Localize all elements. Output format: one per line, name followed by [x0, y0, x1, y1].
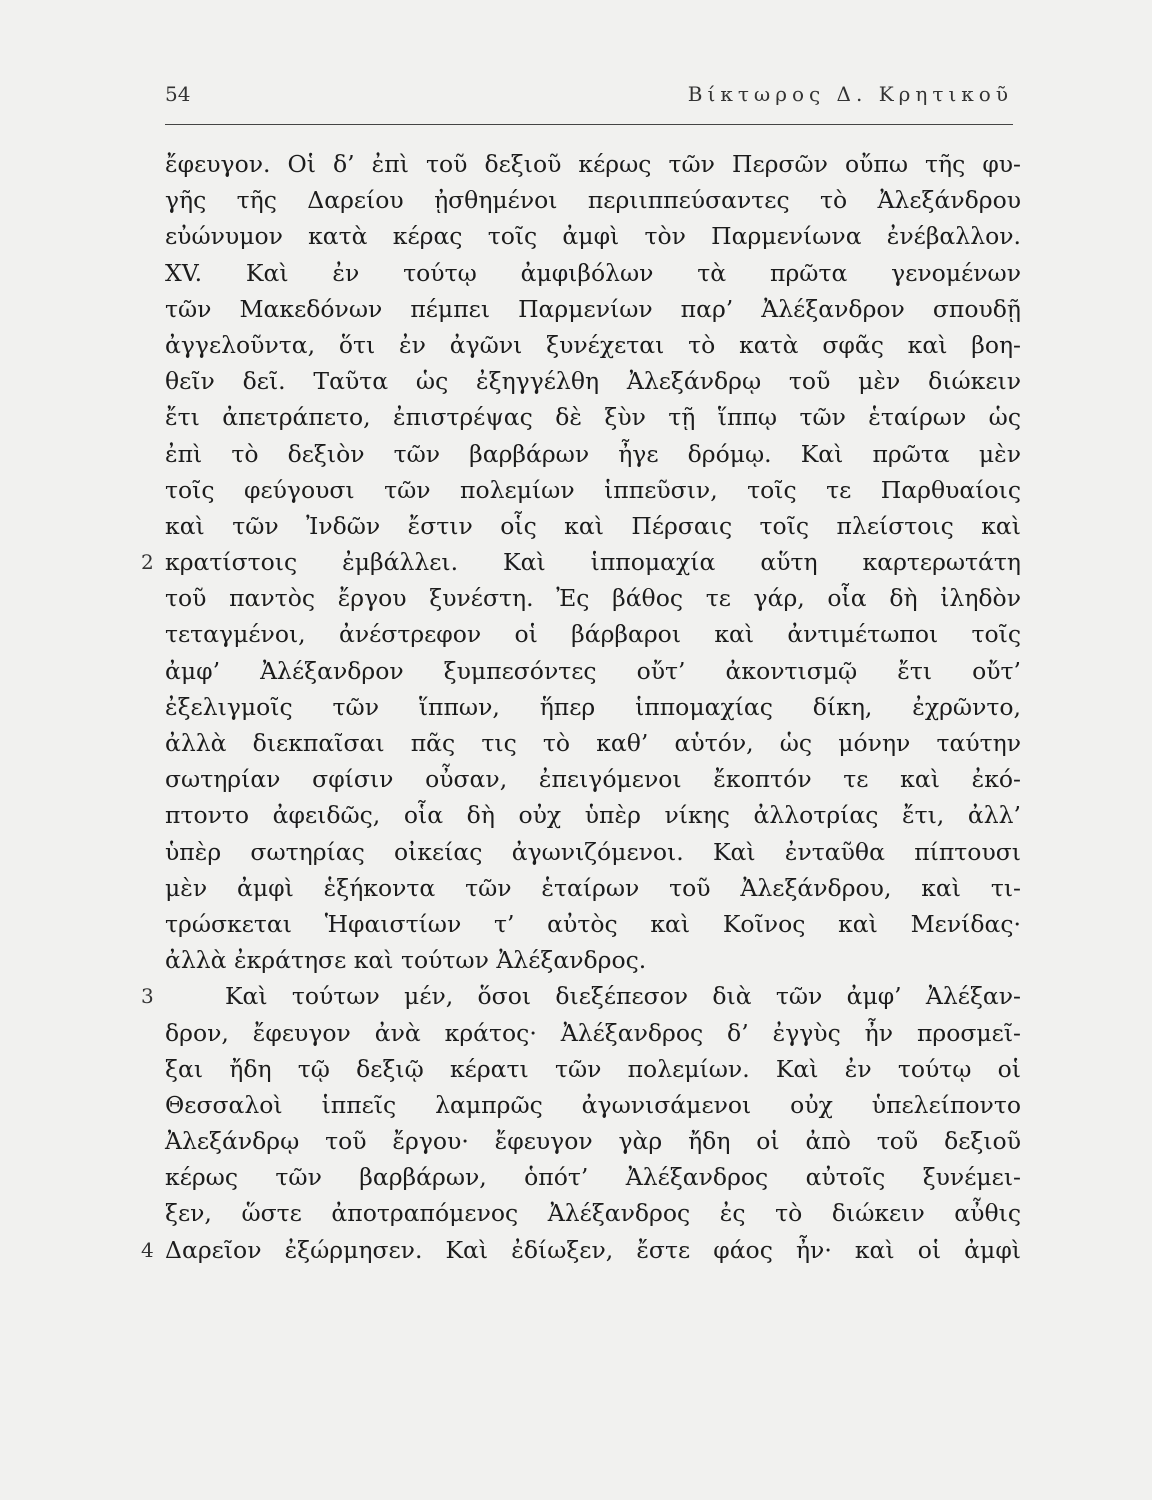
text-line	[141, 1232, 1021, 1268]
text-line	[165, 1015, 1021, 1051]
line-text: XV. Καὶ ἐν τούτῳ ἀμφιβόλων τὰ πρῶτα γενομένων	[165, 258, 1021, 287]
line-text: ἔφευγον. Οἱ δ’ ἐπὶ τοῦ δεξιοῦ κέρως τῶν Περσῶν οὔπω τῆς φυ-	[165, 150, 1021, 178]
text-line	[165, 182, 1021, 218]
line-text: Θεσσαλοὶ ἱππεῖς λαμπρῶς ἀγωνισάμενοι οὐχ ὑπελείποντο	[165, 1090, 1021, 1119]
text-line	[165, 1051, 1021, 1087]
line-text: ἀγγελοῦντα, ὅτι ἐν ἀγῶνι ξυνέχεται τὸ κατὰ σφᾶς καὶ βοη-	[165, 330, 1021, 359]
text-line	[165, 218, 1021, 254]
line-text: εὐώνυμον κατὰ κέρας τοῖς ἀμφὶ τὸν Παρμενίωνα ἐνέβαλλον.	[165, 222, 1021, 251]
page-number: 54	[165, 82, 191, 106]
text-line	[165, 834, 1021, 870]
line-text: ἀλλὰ διεκπαῖσαι πᾶς τις τὸ καθ’ αὑτόν, ὡς μόνην ταύτην	[165, 729, 1021, 757]
text-line	[165, 616, 1021, 652]
line-text: γῆς τῆς Δαρείου ᾐσθημένοι περιιππεύσαντες τὸ Ἀλεξάνδρου	[165, 186, 1021, 215]
text-line	[165, 399, 1021, 435]
section-number: 3	[141, 984, 154, 1009]
line-text: καὶ τῶν Ἰνδῶν ἔστιν οἷς καὶ Πέρσαις τοῖς πλείστοις καὶ	[165, 511, 1021, 540]
line-text: Καὶ τούτων μέν, ὅσοι διεξέπεσον διὰ τῶν ἀμφ’ Ἀλέξαν-	[225, 982, 1021, 1011]
text-line	[165, 761, 1021, 797]
line-text: ἀμφ’ Ἀλέξανδρον ξυμπεσόντες οὔτ’ ἀκοντισμῷ ἔτι οὔτ’	[165, 656, 1021, 685]
line-text: Ἀλεξάνδρῳ τοῦ ἔργου· ἔφευγον γὰρ ἤδη οἱ ἀπὸ τοῦ δεξιοῦ	[165, 1127, 1021, 1156]
text-line	[165, 797, 1021, 833]
line-text: κρατίστοις ἐμβάλλει. Καὶ ἱππομαχία αὕτη καρτερωτάτη	[165, 548, 1021, 577]
page-header	[165, 82, 1013, 122]
text-line	[165, 472, 1021, 508]
line-text: πτοντο ἀφειδῶς, οἷα δὴ οὐχ ὑπὲρ νίκης ἀλλοτρίας ἔτι, ἀλλ’	[165, 801, 1021, 830]
text-line	[165, 1087, 1021, 1123]
text-line	[165, 508, 1021, 544]
line-text: τεταγμένοι, ἀνέστρεφον οἱ βάρβαροι καὶ ἀντιμέτωποι τοῖς	[165, 620, 1021, 649]
line-text: μὲν ἀμφὶ ἑξήκοντα τῶν ἑταίρων τοῦ Ἀλεξάνδρου, καὶ τι-	[165, 873, 1021, 902]
line-text: σωτηρίαν σφίσιν οὖσαν, ἐπειγόμενοι ἔκοπτόν τε καὶ ἐκό-	[165, 765, 1021, 794]
text-line	[165, 1159, 1021, 1195]
text-line	[165, 1195, 1021, 1231]
line-text: ἀλλὰ ἐκράτησε καὶ τούτων Ἀλέξανδρος.	[165, 946, 647, 975]
line-text: τρώσκεται Ἡφαιστίων τ’ αὐτὸς καὶ Κοῖνος καὶ Μενίδας·	[165, 909, 1021, 938]
text-line	[165, 725, 1021, 761]
line-text: Δαρεῖον ἐξώρμησεν. Καὶ ἐδίωξεν, ἔστε φάος ἦν· καὶ οἱ ἀμφὶ	[165, 1235, 1021, 1264]
text-line	[165, 870, 1021, 906]
line-text: δρον, ἔφευγον ἀνὰ κράτος· Ἀλέξανδρος δ’ ἐγγὺς ἦν προσμεῖ-	[165, 1018, 1021, 1047]
body-text	[141, 146, 1021, 1268]
text-line	[165, 436, 1021, 472]
text-line	[141, 544, 1021, 580]
header-rule	[165, 124, 1013, 125]
running-head: Βίκτωρος Δ. Κρητικοῦ	[687, 82, 1013, 106]
line-text: ξαι ἤδη τῷ δεξιῷ κέρατι τῶν πολεμίων. Καὶ ἐν τούτῳ οἱ	[165, 1054, 1021, 1083]
line-text: κέρως τῶν βαρβάρων, ὁπότ’ Ἀλέξανδρος αὐτοῖς ξυνέμει-	[165, 1163, 1021, 1192]
text-line	[165, 146, 1021, 182]
line-text: τοῖς φεύγουσι τῶν πολεμίων ἱππεῦσιν, τοῖς τε Παρθυαίοις	[165, 475, 1021, 504]
line-text: ἐξελιγμοῖς τῶν ἵππων, ἥπερ ἱππομαχίας δίκη, ἐχρῶντο,	[165, 692, 1021, 721]
text-line	[165, 580, 1021, 616]
text-line	[165, 327, 1021, 363]
text-line	[165, 942, 1021, 978]
text-line	[165, 255, 1021, 291]
line-text: ἔτι ἀπετράπετο, ἐπιστρέψας δὲ ξὺν τῇ ἵππῳ τῶν ἑταίρων ὡς	[165, 403, 1021, 432]
text-line	[165, 291, 1021, 327]
section-number: 4	[141, 1237, 154, 1262]
text-line	[165, 1123, 1021, 1159]
text-line	[165, 689, 1021, 725]
line-text: τοῦ παντὸς ἔργου ξυνέστη. Ἐς βάθος τε γάρ, οἷα δὴ ἰληδὸν	[165, 584, 1021, 613]
line-text: ὑπὲρ σωτηρίας οἰκείας ἀγωνιζόμενοι. Καὶ ἐνταῦθα πίπτουσι	[165, 837, 1021, 866]
text-line	[165, 653, 1021, 689]
text-line	[165, 363, 1021, 399]
text-line	[165, 906, 1021, 942]
line-text: θεῖν δεῖ. Ταῦτα ὡς ἐξηγγέλθη Ἀλεξάνδρῳ τοῦ μὲν διώκειν	[165, 367, 1021, 396]
text-line	[141, 978, 1021, 1014]
line-text: ἐπὶ τὸ δεξιὸν τῶν βαρβάρων ἦγε δρόμῳ. Καὶ πρῶτα μὲν	[165, 439, 1021, 468]
line-text: ξεν, ὥστε ἀποτραπόμενος Ἀλέξανδρος ἐς τὸ διώκειν αὖθις	[165, 1199, 1021, 1228]
line-text: τῶν Μακεδόνων πέμπει Παρμενίων παρ’ Ἀλέξανδρον σπουδῇ	[165, 294, 1021, 323]
section-number: 2	[141, 550, 154, 575]
